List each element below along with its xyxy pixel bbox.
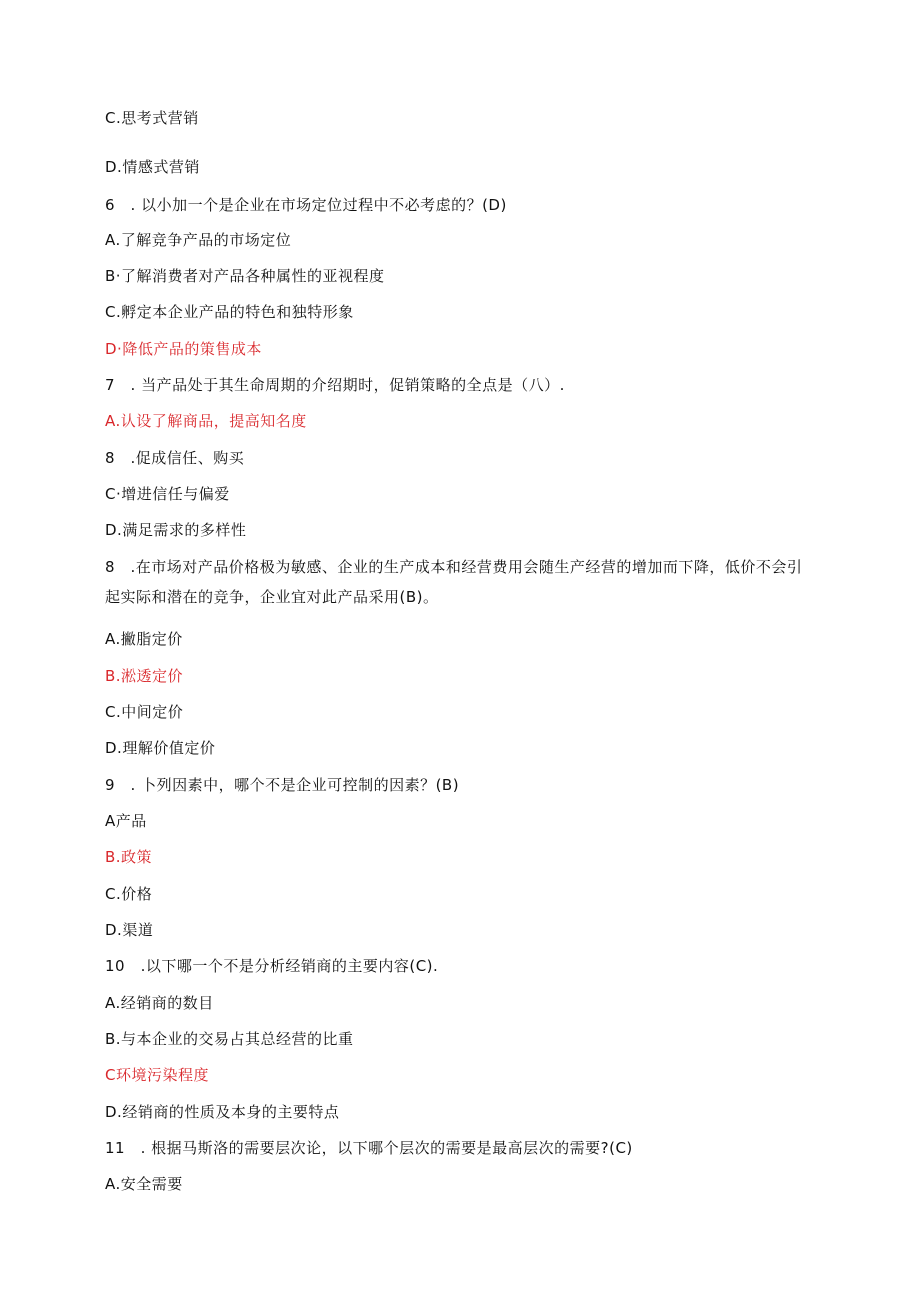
q7-option-b: 8 .促成信任、购买 bbox=[105, 449, 245, 467]
question-11: 11 . 根据马斯洛的需要层次论，以下哪个层次的需要是最高层次的需要?(C) bbox=[105, 1139, 633, 1157]
q10-option-a: A.经销商的数目 bbox=[105, 994, 214, 1012]
q8-option-c: C.中间定价 bbox=[105, 703, 184, 721]
q6-option-a: A.了解竞争产品的市场定位 bbox=[105, 231, 292, 249]
q7-option-d: D.满足需求的多样性 bbox=[105, 521, 247, 539]
q9-option-c: C.价格 bbox=[105, 885, 153, 903]
q11-option-a: A.安全需要 bbox=[105, 1175, 183, 1193]
q8-option-d: D.理解价值定价 bbox=[105, 739, 216, 757]
q7-option-c: C·增进信任与偏爱 bbox=[105, 485, 230, 503]
option-c-thinking-marketing: C.思考式营销 bbox=[105, 109, 199, 127]
q8-option-b-answer: B.淞透定价 bbox=[105, 667, 184, 685]
q6-option-b: B·了解消费者对产品各种属性的亚视程度 bbox=[105, 267, 385, 285]
question-9: 9 . 卜列因素中，哪个不是企业可控制的因素？(B) bbox=[105, 776, 460, 794]
q10-option-b: B.与本企业的交易占其总经营的比重 bbox=[105, 1030, 354, 1048]
question-6: 6 . 以小加一个是企业在市场定位过程中不必考虑的？(D) bbox=[105, 196, 507, 214]
question-7: 7 . 当产品处于其生命周期的介绍期时，促销策略的全点是（八）. bbox=[105, 376, 565, 394]
option-d-emotional-marketing: D.情感式营销 bbox=[105, 158, 200, 176]
q10-option-c-answer: C环境污染程度 bbox=[105, 1066, 209, 1084]
q9-option-b-answer: B.政策 bbox=[105, 848, 153, 866]
question-10: 10 .以下哪一个不是分析经销商的主要内容(C). bbox=[105, 957, 439, 975]
q9-option-a: A产品 bbox=[105, 812, 147, 830]
q9-option-d: D.渠道 bbox=[105, 921, 154, 939]
q6-option-d-answer: D·降低产品的策售成本 bbox=[105, 340, 262, 358]
q10-option-d: D.经销商的性质及本身的主要特点 bbox=[105, 1103, 340, 1121]
q6-option-c: C.孵定本企业产品的特色和独特形象 bbox=[105, 303, 354, 321]
q8-option-a: A.撇脂定价 bbox=[105, 630, 183, 648]
question-8: 8 .在市场对产品价格极为敏感、企业的生产成本和经营费用会随生产经营的增加而下降，低价不会引起实际和潜在的竞争，企业宜对此产品采用(B)。 bbox=[105, 558, 803, 606]
q7-option-a-answer: A.认设了解商品，提高知名度 bbox=[105, 412, 307, 430]
